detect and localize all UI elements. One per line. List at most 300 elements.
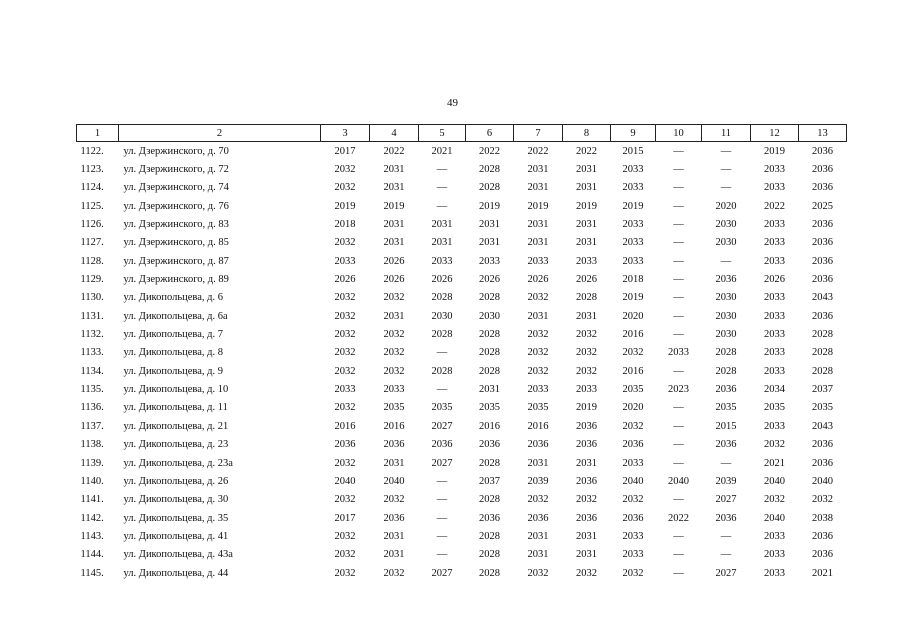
- year-cell: —: [673, 274, 684, 286]
- year-cell: 2032: [334, 530, 356, 542]
- year-cell: 2026: [383, 255, 405, 267]
- year-cell: 2019: [622, 200, 644, 212]
- row-number: 1127.: [80, 237, 104, 249]
- year-cell: 2033: [334, 384, 356, 396]
- year-cell: 2033: [668, 347, 689, 359]
- row-number: 1128.: [80, 255, 104, 267]
- year-cell: 2033: [576, 255, 597, 267]
- year-cell: 2033: [383, 384, 405, 396]
- address-cell: ул. Дикопольцева, д. 26: [123, 475, 229, 487]
- year-cell: 2027: [431, 457, 453, 469]
- year-cell: 2016: [334, 420, 356, 432]
- table-row: [77, 215, 847, 233]
- year-cell: 2031: [527, 164, 549, 176]
- year-cell: 2040: [812, 475, 833, 487]
- year-cell: 2031: [383, 549, 405, 561]
- year-cell: 2036: [479, 439, 500, 451]
- year-cell: 2022: [383, 145, 405, 157]
- year-cell: —: [436, 384, 448, 396]
- address-cell: ул. Дзержинского, д. 72: [123, 164, 229, 176]
- year-cell: 2028: [576, 292, 597, 304]
- year-cell: —: [673, 402, 684, 414]
- year-cell: 2035: [622, 384, 644, 396]
- year-cell: 2015: [622, 145, 644, 157]
- year-cell: —: [673, 145, 684, 157]
- year-cell: —: [673, 457, 684, 469]
- year-cell: 2028: [479, 494, 500, 506]
- year-cell: 2036: [812, 164, 833, 176]
- year-cell: 2032: [334, 457, 356, 469]
- year-cell: 2036: [576, 475, 597, 487]
- year-cell: 2028: [479, 182, 500, 194]
- year-cell: 2036: [527, 439, 549, 451]
- year-cell: —: [720, 530, 732, 542]
- row-number: 1139.: [80, 457, 104, 469]
- year-cell: 2030: [715, 219, 737, 231]
- year-cell: 2031: [527, 219, 549, 231]
- year-cell: 2036: [812, 274, 833, 286]
- year-cell: —: [436, 512, 448, 524]
- year-cell: 2031: [576, 530, 597, 542]
- address-cell: ул. Дзержинского, д. 87: [123, 255, 229, 267]
- year-cell: 2035: [383, 402, 405, 414]
- year-cell: —: [436, 200, 448, 212]
- row-number: 1134.: [80, 365, 104, 377]
- year-cell: 2032: [527, 494, 549, 506]
- year-cell: 2031: [527, 530, 549, 542]
- year-cell: 2035: [527, 402, 549, 414]
- table-row: [77, 197, 847, 215]
- year-cell: 2026: [334, 274, 356, 286]
- year-cell: 2031: [383, 219, 405, 231]
- row-number: 1141.: [80, 494, 104, 506]
- year-cell: 2034: [764, 384, 785, 396]
- year-cell: 2019: [622, 292, 644, 304]
- year-cell: 2031: [431, 219, 453, 231]
- year-cell: 2031: [383, 310, 405, 322]
- year-cell: 2040: [764, 512, 785, 524]
- year-cell: 2033: [334, 255, 356, 267]
- year-cell: —: [720, 164, 732, 176]
- year-cell: 2031: [576, 164, 597, 176]
- table-row: [77, 472, 847, 490]
- address-cell: ул. Дикопольцева, д. 23: [123, 439, 229, 451]
- year-cell: 2032: [576, 365, 597, 377]
- year-cell: 2036: [812, 219, 833, 231]
- year-cell: —: [673, 494, 684, 506]
- year-cell: 2036: [715, 512, 737, 524]
- year-cell: 2033: [431, 255, 453, 267]
- year-cell: 2032: [334, 347, 356, 359]
- data-table: [76, 124, 847, 582]
- year-cell: 2032: [527, 329, 549, 341]
- year-cell: 2032: [383, 292, 405, 304]
- year-cell: —: [720, 255, 732, 267]
- row-number: 1140.: [80, 475, 104, 487]
- column-header: 10: [656, 125, 702, 142]
- year-cell: 2016: [622, 329, 644, 341]
- year-cell: —: [673, 329, 684, 341]
- year-cell: 2022: [527, 145, 549, 157]
- row-number: 1136.: [80, 402, 104, 414]
- column-header: 9: [611, 125, 656, 142]
- year-cell: 2028: [479, 567, 500, 579]
- year-cell: —: [673, 365, 684, 377]
- year-cell: —: [673, 420, 684, 432]
- row-number: 1145.: [80, 567, 104, 579]
- year-cell: 2032: [383, 329, 405, 341]
- table-row: [77, 270, 847, 288]
- column-header: 1: [77, 125, 119, 142]
- year-cell: 2028: [715, 365, 737, 377]
- address-cell: ул. Дзержинского, д. 74: [123, 182, 229, 194]
- year-cell: 2032: [527, 567, 549, 579]
- year-cell: 2032: [334, 365, 356, 377]
- column-header: 7: [514, 125, 563, 142]
- year-cell: —: [673, 255, 684, 267]
- year-cell: 2028: [479, 347, 500, 359]
- row-number: 1131.: [80, 310, 104, 322]
- column-header: 13: [799, 125, 847, 142]
- year-cell: 2032: [622, 420, 644, 432]
- year-cell: 2021: [764, 457, 785, 469]
- table-row: [77, 160, 847, 178]
- row-number: 1142.: [80, 512, 104, 524]
- year-cell: 2033: [764, 420, 785, 432]
- address-cell: ул. Дикопольцева, д. 6: [123, 292, 223, 304]
- table-row: [77, 527, 847, 545]
- year-cell: 2032: [527, 365, 549, 377]
- year-cell: 2033: [764, 237, 785, 249]
- year-cell: 2028: [479, 164, 500, 176]
- row-number: 1137.: [80, 420, 104, 432]
- year-cell: —: [673, 439, 684, 451]
- year-cell: —: [673, 200, 684, 212]
- year-cell: 2031: [527, 310, 549, 322]
- year-cell: —: [720, 549, 732, 561]
- address-cell: ул. Дикопольцева, д. 35: [123, 512, 229, 524]
- year-cell: 2033: [764, 182, 785, 194]
- year-cell: 2032: [622, 567, 644, 579]
- year-cell: 2036: [812, 145, 833, 157]
- year-cell: 2031: [576, 549, 597, 561]
- year-cell: —: [673, 310, 684, 322]
- year-cell: 2035: [812, 402, 833, 414]
- year-cell: 2035: [479, 402, 500, 414]
- table-row: [77, 344, 847, 362]
- address-cell: ул. Дикопольцева, д. 11: [123, 402, 228, 414]
- year-cell: 2032: [576, 494, 597, 506]
- year-cell: 2026: [576, 274, 597, 286]
- year-cell: 2017: [334, 145, 356, 157]
- year-cell: 2030: [715, 329, 737, 341]
- year-cell: 2032: [622, 347, 644, 359]
- year-cell: 2026: [764, 274, 785, 286]
- year-cell: —: [720, 182, 732, 194]
- year-cell: 2033: [622, 457, 644, 469]
- year-cell: —: [673, 530, 684, 542]
- year-cell: 2043: [812, 292, 833, 304]
- row-number: 1144.: [80, 549, 104, 561]
- year-cell: 2032: [576, 329, 597, 341]
- year-cell: 2032: [764, 439, 785, 451]
- year-cell: 2032: [334, 567, 356, 579]
- year-cell: 2017: [334, 512, 356, 524]
- year-cell: 2033: [764, 292, 785, 304]
- year-cell: 2036: [479, 512, 500, 524]
- address-cell: ул. Дикопольцева, д. 6а: [123, 310, 228, 322]
- table-row: [77, 142, 847, 161]
- row-number: 1135.: [80, 384, 104, 396]
- year-cell: 2031: [527, 457, 549, 469]
- year-cell: 2018: [334, 219, 356, 231]
- year-cell: 2033: [764, 530, 785, 542]
- table-row: [77, 325, 847, 343]
- year-cell: 2019: [576, 402, 597, 414]
- year-cell: 2033: [764, 255, 785, 267]
- year-cell: 2028: [812, 329, 833, 341]
- table-row: [77, 509, 847, 527]
- row-number: 1126.: [80, 219, 104, 231]
- table-row: [77, 289, 847, 307]
- column-header: 6: [466, 125, 514, 142]
- year-cell: 2028: [431, 365, 453, 377]
- address-cell: ул. Дикопольцева, д. 30: [123, 494, 229, 506]
- year-cell: 2027: [715, 494, 737, 506]
- year-cell: 2030: [715, 237, 737, 249]
- column-header: 3: [321, 125, 370, 142]
- year-cell: 2036: [812, 182, 833, 194]
- year-cell: 2016: [383, 420, 405, 432]
- year-cell: 2033: [764, 365, 785, 377]
- year-cell: 2032: [622, 494, 644, 506]
- year-cell: 2028: [479, 457, 500, 469]
- row-number: 1143.: [80, 530, 104, 542]
- address-cell: ул. Дзержинского, д. 83: [123, 219, 229, 231]
- year-cell: —: [673, 549, 684, 561]
- year-cell: 2031: [576, 457, 597, 469]
- address-cell: ул. Дикопольцева, д. 9: [123, 365, 223, 377]
- year-cell: —: [720, 145, 732, 157]
- year-cell: 2037: [812, 384, 833, 396]
- address-cell: ул. Дикопольцева, д. 7: [123, 329, 223, 341]
- year-cell: 2016: [622, 365, 644, 377]
- year-cell: 2039: [715, 475, 737, 487]
- year-cell: 2033: [622, 164, 644, 176]
- year-cell: 2036: [527, 512, 549, 524]
- year-cell: 2030: [715, 292, 737, 304]
- year-cell: 2032: [334, 549, 356, 561]
- year-cell: 2033: [622, 530, 644, 542]
- year-cell: 2036: [812, 457, 833, 469]
- year-cell: 2019: [334, 200, 356, 212]
- year-cell: 2031: [527, 182, 549, 194]
- year-cell: 2020: [622, 310, 644, 322]
- year-cell: 2019: [576, 200, 597, 212]
- year-cell: —: [673, 219, 684, 231]
- year-cell: 2031: [479, 219, 500, 231]
- year-cell: —: [436, 494, 448, 506]
- row-number: 1123.: [80, 164, 104, 176]
- year-cell: 2026: [479, 274, 500, 286]
- year-cell: 2033: [527, 255, 549, 267]
- year-cell: 2027: [431, 567, 453, 579]
- year-cell: 2036: [812, 237, 833, 249]
- address-cell: ул. Дикопольцева, д. 44: [123, 567, 229, 579]
- year-cell: 2036: [576, 439, 597, 451]
- year-cell: 2028: [479, 365, 500, 377]
- year-cell: 2040: [668, 475, 689, 487]
- year-cell: —: [436, 475, 448, 487]
- year-cell: 2020: [622, 402, 644, 414]
- address-cell: ул. Дикопольцева, д. 43а: [123, 549, 233, 561]
- year-cell: 2022: [576, 145, 597, 157]
- year-cell: 2028: [812, 347, 833, 359]
- year-cell: 2035: [715, 402, 737, 414]
- year-cell: 2028: [431, 329, 453, 341]
- year-cell: —: [720, 457, 732, 469]
- year-cell: —: [673, 237, 684, 249]
- header-row: [77, 125, 847, 142]
- year-cell: 2033: [764, 329, 785, 341]
- year-cell: 2036: [383, 439, 405, 451]
- year-cell: 2036: [383, 512, 405, 524]
- year-cell: 2030: [479, 310, 500, 322]
- year-cell: —: [436, 347, 448, 359]
- year-cell: 2036: [576, 420, 597, 432]
- year-cell: 2028: [715, 347, 737, 359]
- year-cell: 2021: [431, 145, 453, 157]
- year-cell: 2028: [479, 549, 500, 561]
- year-cell: 2038: [812, 512, 833, 524]
- year-cell: 2028: [812, 365, 833, 377]
- year-cell: 2023: [668, 384, 689, 396]
- row-number: 1130.: [80, 292, 104, 304]
- year-cell: 2022: [764, 200, 785, 212]
- year-cell: 2036: [576, 512, 597, 524]
- page-number: 49: [447, 97, 458, 109]
- year-cell: 2021: [812, 567, 833, 579]
- row-number: 1125.: [80, 200, 104, 212]
- year-cell: 2040: [764, 475, 785, 487]
- year-cell: 2040: [334, 475, 356, 487]
- year-cell: 2031: [431, 237, 453, 249]
- table-row: [77, 252, 847, 270]
- year-cell: 2033: [622, 219, 644, 231]
- year-cell: 2033: [764, 219, 785, 231]
- table-row: [77, 436, 847, 454]
- year-cell: —: [436, 164, 448, 176]
- address-cell: ул. Дзержинского, д. 85: [123, 237, 229, 249]
- year-cell: 2031: [576, 310, 597, 322]
- year-cell: 2032: [383, 494, 405, 506]
- table-row: [77, 564, 847, 582]
- year-cell: 2016: [479, 420, 500, 432]
- year-cell: 2032: [383, 347, 405, 359]
- year-cell: 2028: [479, 292, 500, 304]
- year-cell: —: [673, 164, 684, 176]
- row-number: 1124.: [80, 182, 104, 194]
- year-cell: 2028: [431, 292, 453, 304]
- year-cell: 2031: [576, 219, 597, 231]
- year-cell: 2040: [383, 475, 405, 487]
- year-cell: 2033: [622, 255, 644, 267]
- year-cell: 2032: [383, 365, 405, 377]
- table-row: [77, 417, 847, 435]
- table-body: [77, 142, 847, 583]
- year-cell: —: [436, 182, 448, 194]
- table-row: [77, 491, 847, 509]
- year-cell: 2036: [622, 512, 644, 524]
- year-cell: 2031: [383, 237, 405, 249]
- year-cell: 2036: [431, 439, 453, 451]
- year-cell: 2031: [383, 530, 405, 542]
- table-row: [77, 454, 847, 472]
- year-cell: 2018: [622, 274, 644, 286]
- address-cell: ул. Дзержинского, д. 70: [123, 145, 229, 157]
- year-cell: 2032: [576, 567, 597, 579]
- year-cell: 2036: [812, 310, 833, 322]
- year-cell: 2032: [383, 567, 405, 579]
- year-cell: 2036: [812, 255, 833, 267]
- year-cell: 2030: [431, 310, 453, 322]
- year-cell: —: [436, 549, 448, 561]
- year-cell: 2019: [764, 145, 785, 157]
- year-cell: 2026: [431, 274, 453, 286]
- table-row: [77, 362, 847, 380]
- year-cell: 2033: [764, 310, 785, 322]
- address-cell: ул. Дикопольцева, д. 23а: [123, 457, 233, 469]
- column-header: 2: [119, 125, 321, 142]
- year-cell: 2032: [576, 347, 597, 359]
- year-cell: 2033: [527, 384, 549, 396]
- address-cell: ул. Дикопольцева, д. 41: [123, 530, 229, 542]
- address-cell: ул. Дикопольцева, д. 10: [123, 384, 229, 396]
- year-cell: 2032: [334, 329, 356, 341]
- year-cell: —: [673, 182, 684, 194]
- year-cell: 2022: [668, 512, 689, 524]
- year-cell: 2033: [622, 182, 644, 194]
- row-number: 1132.: [80, 329, 104, 341]
- year-cell: 2036: [812, 530, 833, 542]
- year-cell: 2033: [479, 255, 500, 267]
- year-cell: 2036: [812, 549, 833, 561]
- year-cell: 2031: [527, 549, 549, 561]
- table-row: [77, 179, 847, 197]
- table-row: [77, 546, 847, 564]
- year-cell: 2031: [576, 237, 597, 249]
- year-cell: 2022: [479, 145, 500, 157]
- year-cell: 2032: [812, 494, 833, 506]
- year-cell: 2032: [334, 182, 356, 194]
- year-cell: 2031: [383, 182, 405, 194]
- year-cell: 2036: [812, 439, 833, 451]
- year-cell: 2033: [576, 384, 597, 396]
- row-number: 1129.: [80, 274, 104, 286]
- year-cell: 2032: [764, 494, 785, 506]
- year-cell: 2027: [431, 420, 453, 432]
- year-cell: 2019: [479, 200, 500, 212]
- year-cell: 2028: [479, 530, 500, 542]
- year-cell: 2033: [622, 237, 644, 249]
- year-cell: 2032: [334, 164, 356, 176]
- year-cell: 2033: [764, 567, 785, 579]
- year-cell: 2036: [334, 439, 356, 451]
- year-cell: 2015: [715, 420, 737, 432]
- year-cell: —: [673, 292, 684, 304]
- year-cell: 2032: [334, 402, 356, 414]
- column-header: 11: [702, 125, 751, 142]
